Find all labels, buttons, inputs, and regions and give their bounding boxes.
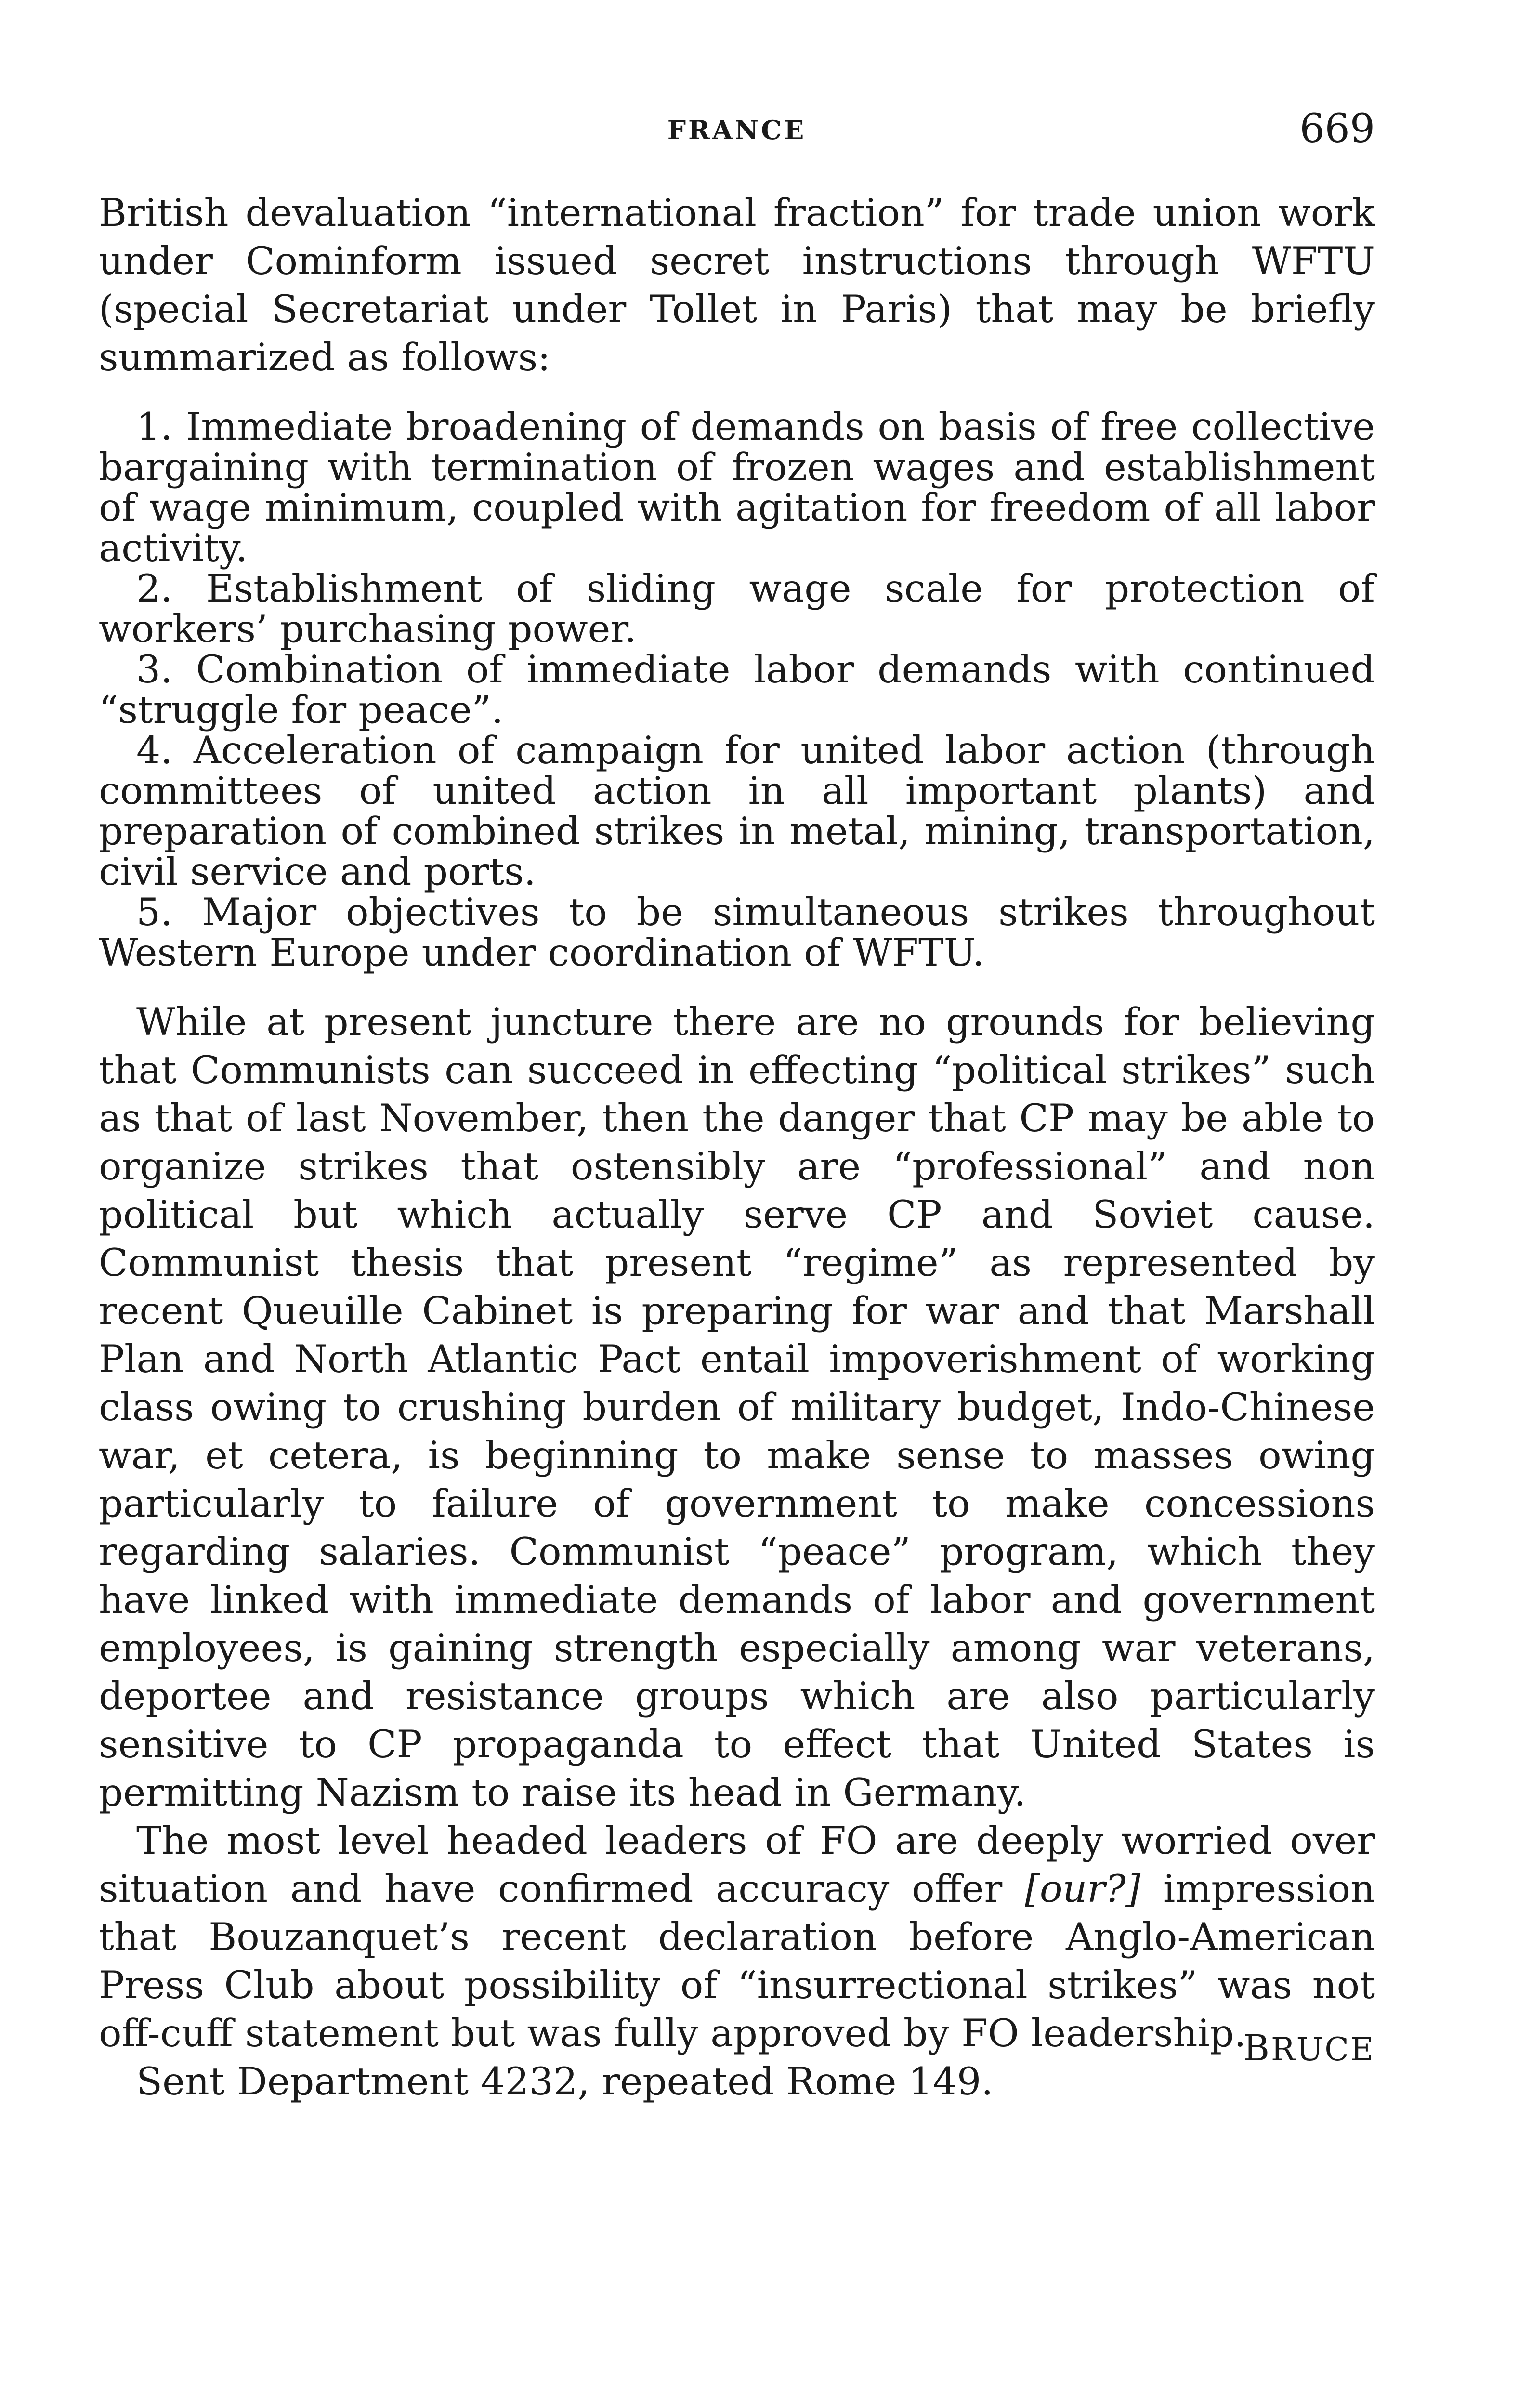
main-paragraph-2-end: impression that Bouzanquet’s recent declaration before Anglo-American Press Club about possibility of “insurrectional strikes” was not off-cuff statement but was fully approved by FO leadership. [99,1867,1375,2055]
list-item: 5. Major objectives to be simultaneous strikes throughout Western Europe under coordination of WFTU. [99,890,1375,975]
body-text [99,189,1375,2106]
editorial-bracket: [our?] [1025,1867,1141,1911]
running-head: FRANCE [667,115,807,145]
instructions-list [99,406,1375,973]
list-item: 3. Combination of immediate labor demands with continued “struggle for peace”. [99,647,1375,732]
list-item: 2. Establishment of sliding wage scale for protection of workers’ purchasing power. [99,566,1375,651]
list-item: 4. Acceleration of campaign for united labor action (through committees of united action in all important plants) and preparation of combined strikes in metal, mining, transportation, civil service and ports. [99,728,1375,894]
signature-rest: RUCE [1271,2031,1375,2068]
main-paragraph-1: While at present juncture there are no grounds for believing that Communists can succeed in effecting “political strikes” such as that of last November, then the danger that CP may be able to organize strikes that ostensibly are “professional” and non political but which actually serve CP and Soviet cause. Communist thesis that present “regime” as represented by recent Queuille Cabinet is preparing for war and that Marshall Plan and North Atlantic Pact entail impoverishment of working class owing to crushing burden of military budget, Indo-Chinese war, et cetera, is beginning to make sense to masses owing particularly to failure of government to make concessions regarding salaries. Communist “peace” program, which they have linked with immediate demands of labor and government employees, is gaining strength especially among war veterans, deportee and resistance groups which are also particularly sensitive to CP propaganda to effect that United States is permitting Nazism to raise its head in Germany. [99,1000,1375,1815]
main-paragraph-2-start: The most level headed leaders of FO are deeply worried over situation and have confirmed accuracy offer [99,1819,1375,1911]
page-header [99,106,1375,154]
signature [1243,2028,1375,2069]
intro-paragraph: British devaluation “international fraction” for trade union work under Cominform issued secret instructions through WFTU (special Secretariat under Tollet in Paris) that may be briefly summarized as follows: [99,191,1375,380]
list-item: 1. Immediate broadening of demands on basis of free collective bargaining with termination of frozen wages and establishment of wage minimum, coupled with agitation for freedom of all labor activity. [99,405,1375,570]
sent-line: Sent Department 4232, repeated Rome 149. [136,2059,994,2104]
main-paragraph-2 [99,1817,1375,2057]
page-number: 669 [1299,106,1375,152]
signature-initial: B [1243,2028,1271,2069]
